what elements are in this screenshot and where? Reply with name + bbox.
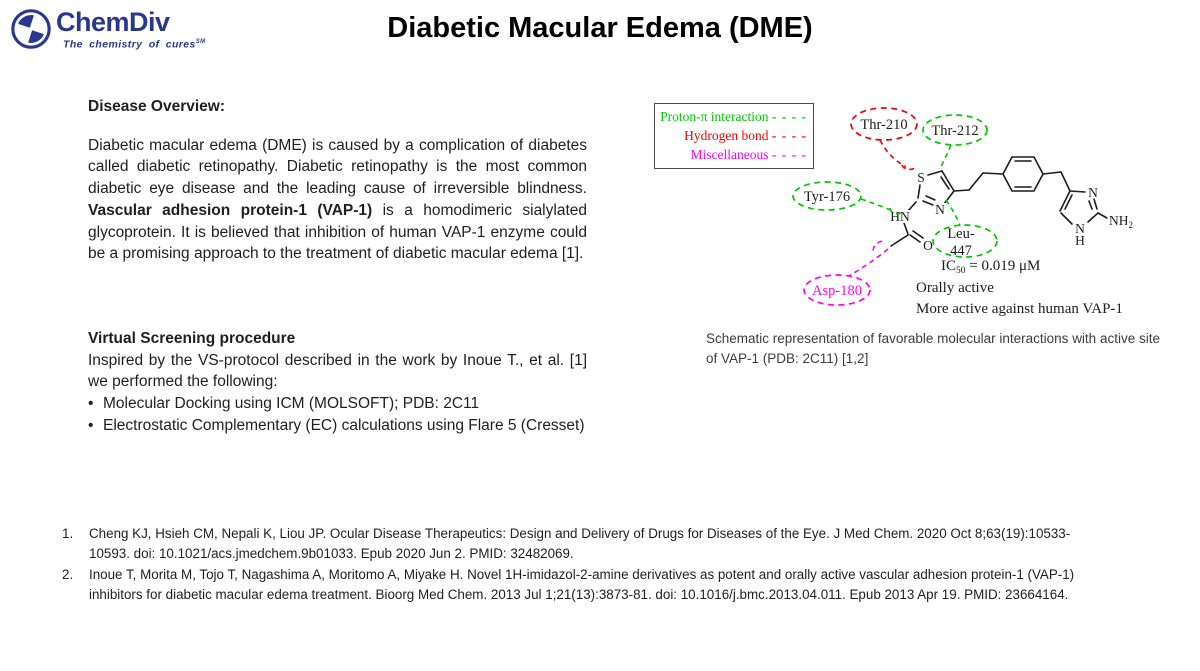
nitrogen-atom: N: [935, 202, 945, 217]
dashed-line-swatch: - - - -: [771, 128, 807, 143]
screening-heading: Virtual Screening procedure: [88, 330, 296, 347]
overview-text-bold: Vascular adhesion protein-1 (VAP-1): [88, 201, 373, 219]
aminoimidazole-ring: [1060, 185, 1133, 248]
imidazole-n-bottom: N: [1075, 221, 1085, 236]
tagline-text: The chemistry of cures: [63, 38, 196, 51]
bullet-icon: •: [88, 395, 94, 413]
reference-number: 2.: [62, 566, 74, 582]
imidazole-n-top: N: [1088, 185, 1098, 200]
residue-label-leu447-line2: 447: [950, 243, 972, 259]
thiazole-ring: [917, 170, 954, 217]
amine-group: $NH_2$: [1109, 213, 1133, 230]
dashed-line-swatch: - - - -: [771, 109, 807, 124]
residue-label-leu447-line1: Leu-: [947, 226, 975, 242]
tagline-servicemark: SM: [195, 39, 206, 45]
reference-text: Inoue T, Morita M, Tojo T, Nagashima A, Moritomo A, Miyake H. Novel 1H-imidazol-2-amine derivatives as potent and orally active vascular adhesion protein-1 (VAP-1) inhibitors for diabetic macular edema treatment. Bioorg Med Chem. 2013 Jul 1;21(13):3873-81. doi: 10.1016/j.bmc.2013.04.011. Epub 2013 Apr 19. PMID: 23664164.: [89, 566, 1075, 602]
screening-bullet-1: [88, 393, 587, 415]
dashed-line-swatch: - - - -: [771, 147, 807, 162]
screening-intro: Inspired by the VS-protocol described in the work by Inoue T., et al. [1] we performed the following:: [88, 351, 587, 391]
miscellaneous-line-asp180: [849, 249, 888, 276]
proton-pi-line-tyr176: [861, 199, 893, 211]
proton-pi-line-thr212: [941, 145, 951, 167]
ic50-value: $IC_{50} = 0.019$ μM: [941, 258, 1041, 276]
residue-label-asp180: Asp-180: [812, 283, 862, 299]
hydrogen-bond-arc-thr210: [902, 165, 917, 169]
carbonyl-oxygen: O: [923, 238, 933, 253]
overview-heading: Disease Overview:: [88, 98, 226, 115]
imidazole-nh-hydrogen: H: [1075, 233, 1085, 248]
overview-text-2: is a homodimeric sialylated glycoprotein. It is believed that inhibition of human VAP-1 enzyme could be a promising approach to the treatment of diabetic macular edema [1].: [88, 201, 587, 263]
bullet-icon: •: [88, 416, 94, 434]
bullet-text: Molecular Docking using ICM (MOLSOFT); PDB: 2C11: [103, 395, 480, 413]
orally-active-note: Orally active: [916, 280, 994, 296]
reference-number: 1.: [62, 526, 74, 541]
figure-caption: Schematic representation of favorable molecular interactions with active site of VAP-1 (PDB: 2C11) [1,2]: [706, 331, 1160, 366]
legend-label: Proton-π interaction: [660, 109, 769, 124]
page-title: Diabetic Macular Edema (DME): [387, 12, 813, 44]
disease-overview-section: [88, 96, 587, 265]
species-activity-note: More active against human VAP-1: [916, 301, 1123, 317]
residue-label-thr210: Thr-210: [860, 117, 908, 133]
legend-label: Miscellaneous: [690, 147, 769, 162]
benzene-ring: [1003, 157, 1043, 191]
miscellaneous-arc-asp180: [873, 241, 882, 254]
brand-name: ChemDiv: [56, 7, 170, 37]
methylene-linker: [1043, 172, 1070, 191]
virtual-screening-section: [88, 328, 587, 437]
residue-label-thr212: Thr-212: [931, 123, 979, 139]
hydrogen-bond-line-thr210: [880, 140, 906, 167]
amide-nh: HN: [890, 209, 910, 224]
proton-pi-line-leu447: [946, 200, 960, 226]
reference-item-2: [60, 565, 1092, 606]
bullet-text: Electrostatic Complementary (EC) calculations using Flare 5 (Cresset): [103, 416, 585, 434]
references-list: [60, 524, 1092, 605]
ethylene-linker: [954, 173, 1003, 191]
acetamide-group: [890, 202, 933, 253]
reference-item-1: [60, 524, 1092, 565]
sulfur-atom: S: [917, 170, 925, 185]
screening-bullet-2: [88, 415, 587, 437]
overview-text-1: Diabetic macular edema (DME) is caused by a complication of diabetes called diabetic retinopathy. Diabetic retinopathy is the most common diabetic eye disease and the leading cause of irreversible blindness.: [88, 136, 587, 198]
residue-label-tyr176: Tyr-176: [803, 189, 851, 205]
reference-text: Cheng KJ, Hsieh CM, Nepali K, Liou JP. Ocular Disease Therapeutics: Design and Delivery of Drugs for Diseases of the Eye. J Med Chem. 2020 Oct 8;63(19):10533-10593. doi: 10.1021/acs.jmedchem.9b01033. Epub 2020 Jun 2. PMID: 32482069.: [89, 526, 1071, 562]
overview-paragraph: [88, 135, 587, 266]
legend-label: Hydrogen bond: [684, 128, 769, 143]
molecule-interaction-diagram: [650, 85, 1200, 325]
